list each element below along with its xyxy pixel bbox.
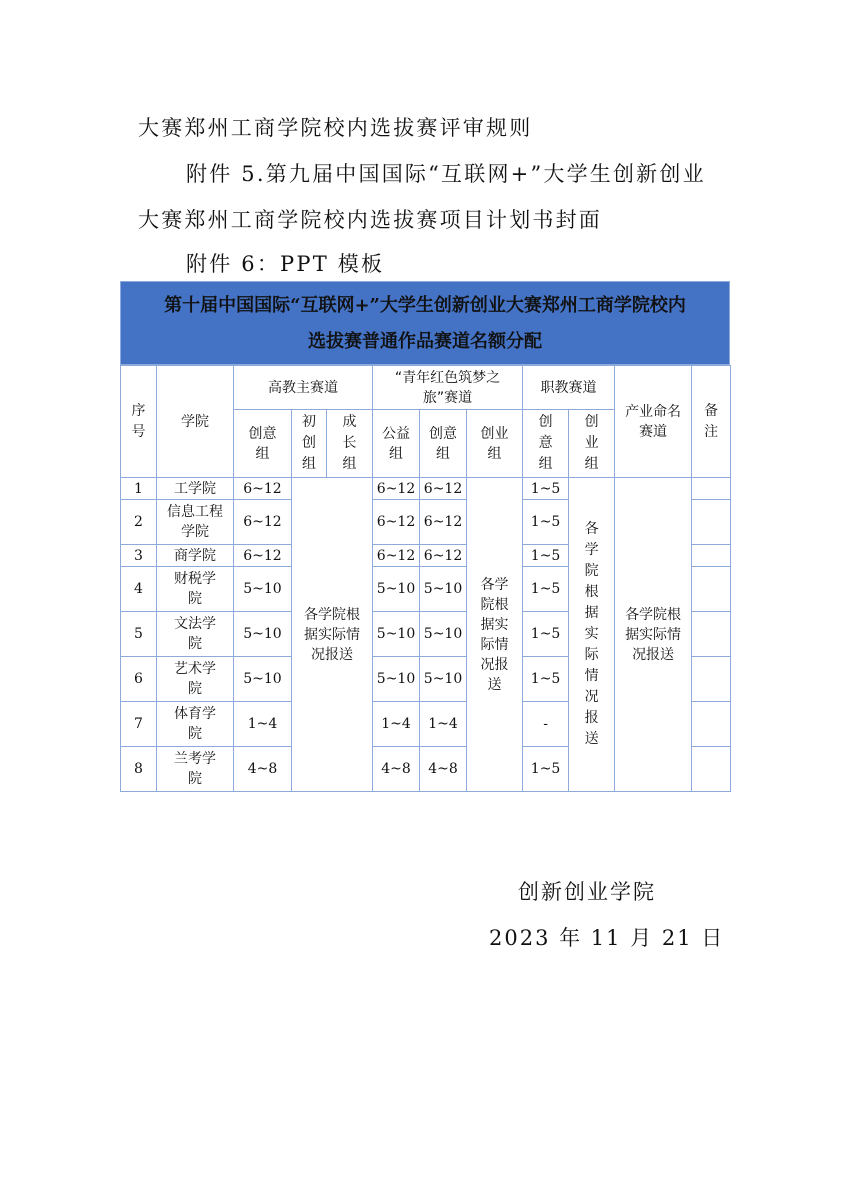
cell-red-public: 6~12 bbox=[373, 500, 420, 545]
cell-voc-creative: 1~5 bbox=[523, 567, 569, 612]
merged-note-industry: 各学院根据实际情况报送 bbox=[615, 478, 692, 792]
cell-no: 8 bbox=[121, 747, 157, 792]
cell-remarks bbox=[692, 478, 731, 500]
header-he-startup: 初创组 bbox=[302, 414, 316, 472]
cell-red-public: 1~4 bbox=[373, 702, 420, 747]
signature-organization: 创新创业学院 bbox=[518, 880, 656, 904]
cell-voc-creative: 1~5 bbox=[523, 500, 569, 545]
merged-note-higher-ed: 各学院根据实际情况报送 bbox=[292, 478, 373, 792]
header-red-creative: 创意组 bbox=[420, 410, 467, 478]
signature-date: 2023 年 11 月 21 日 bbox=[489, 926, 725, 950]
table-title-line-1: 第十届中国国际“互联网+”大学生创新创业大赛郑州工商学院校内 bbox=[164, 295, 686, 316]
cell-no: 5 bbox=[121, 612, 157, 657]
cell-college: 信息工程学院 bbox=[157, 500, 234, 545]
cell-red-creative: 6~12 bbox=[420, 545, 467, 567]
table-title bbox=[120, 281, 730, 365]
header-he-growth: 成长组 bbox=[342, 414, 357, 472]
merged-note-red: 各学院根据实际情况报送 bbox=[467, 478, 523, 792]
cell-red-public: 5~10 bbox=[373, 657, 420, 702]
merged-note-vocational: 各学院根据实际情况报送 bbox=[584, 521, 599, 747]
cell-remarks bbox=[692, 500, 731, 545]
cell-college: 体育学院 bbox=[157, 702, 234, 747]
table-title-line-2: 选拔赛普通作品赛道名额分配 bbox=[308, 331, 542, 352]
header-remarks: 备注 bbox=[704, 402, 719, 440]
cell-red-public: 4~8 bbox=[373, 747, 420, 792]
cell-he-creative: 6~12 bbox=[234, 500, 292, 545]
intro-line-4: 附件 6：PPT 模板 bbox=[186, 252, 385, 276]
cell-college: 工学院 bbox=[157, 478, 234, 500]
cell-no: 2 bbox=[121, 500, 157, 545]
cell-no: 6 bbox=[121, 657, 157, 702]
intro-line-1: 大赛郑州工商学院校内选拔赛评审规则 bbox=[138, 116, 533, 140]
cell-college: 商学院 bbox=[157, 545, 234, 567]
header-red-startup: 创业组 bbox=[467, 410, 523, 478]
cell-he-creative: 6~12 bbox=[234, 478, 292, 500]
cell-voc-creative: 1~5 bbox=[523, 747, 569, 792]
cell-remarks bbox=[692, 657, 731, 702]
cell-red-creative: 5~10 bbox=[420, 612, 467, 657]
quota-table-container bbox=[120, 281, 730, 792]
header-vocational-track: 职教赛道 bbox=[523, 366, 615, 410]
header-higher-ed-track: 高教主赛道 bbox=[234, 366, 373, 410]
cell-no: 3 bbox=[121, 545, 157, 567]
cell-red-creative: 5~10 bbox=[420, 567, 467, 612]
cell-red-public: 6~12 bbox=[373, 478, 420, 500]
cell-remarks bbox=[692, 545, 731, 567]
quota-table bbox=[120, 365, 731, 792]
cell-no: 4 bbox=[121, 567, 157, 612]
cell-voc-creative: - bbox=[523, 702, 569, 747]
cell-voc-creative: 1~5 bbox=[523, 478, 569, 500]
cell-he-creative: 4~8 bbox=[234, 747, 292, 792]
cell-he-creative: 6~12 bbox=[234, 545, 292, 567]
cell-college: 兰考学院 bbox=[157, 747, 234, 792]
cell-remarks bbox=[692, 702, 731, 747]
cell-college: 财税学院 bbox=[157, 567, 234, 612]
cell-red-public: 5~10 bbox=[373, 567, 420, 612]
table-row bbox=[121, 478, 731, 500]
cell-remarks bbox=[692, 567, 731, 612]
cell-he-creative: 5~10 bbox=[234, 657, 292, 702]
cell-red-creative: 5~10 bbox=[420, 657, 467, 702]
cell-remarks bbox=[692, 747, 731, 792]
cell-red-creative: 6~12 bbox=[420, 500, 467, 545]
header-college: 学院 bbox=[157, 366, 234, 478]
intro-line-3: 大赛郑州工商学院校内选拔赛项目计划书封面 bbox=[138, 208, 602, 232]
cell-red-public: 6~12 bbox=[373, 545, 420, 567]
intro-line-2: 附件 5.第九届中国国际“互联网+”大学生创新创业 bbox=[186, 162, 706, 186]
header-industry-track: 产业命名赛道 bbox=[615, 366, 692, 478]
cell-he-creative: 5~10 bbox=[234, 612, 292, 657]
cell-voc-creative: 1~5 bbox=[523, 657, 569, 702]
cell-voc-creative: 1~5 bbox=[523, 612, 569, 657]
cell-red-creative: 4~8 bbox=[420, 747, 467, 792]
cell-no: 7 bbox=[121, 702, 157, 747]
header-he-creative: 创意组 bbox=[234, 410, 292, 478]
cell-red-public: 5~10 bbox=[373, 612, 420, 657]
cell-no: 1 bbox=[121, 478, 157, 500]
header-voc-creative: 创意组 bbox=[538, 414, 553, 472]
cell-college: 艺术学院 bbox=[157, 657, 234, 702]
header-red-public: 公益组 bbox=[373, 410, 420, 478]
cell-red-creative: 6~12 bbox=[420, 478, 467, 500]
cell-he-creative: 5~10 bbox=[234, 567, 292, 612]
header-seq: 序号 bbox=[131, 402, 146, 440]
header-voc-startup: 创业组 bbox=[584, 414, 599, 472]
cell-red-creative: 1~4 bbox=[420, 702, 467, 747]
header-red-track: “青年红色筑梦之旅”赛道 bbox=[373, 366, 523, 410]
cell-he-creative: 1~4 bbox=[234, 702, 292, 747]
cell-remarks bbox=[692, 612, 731, 657]
cell-college: 文法学院 bbox=[157, 612, 234, 657]
cell-voc-creative: 1~5 bbox=[523, 545, 569, 567]
